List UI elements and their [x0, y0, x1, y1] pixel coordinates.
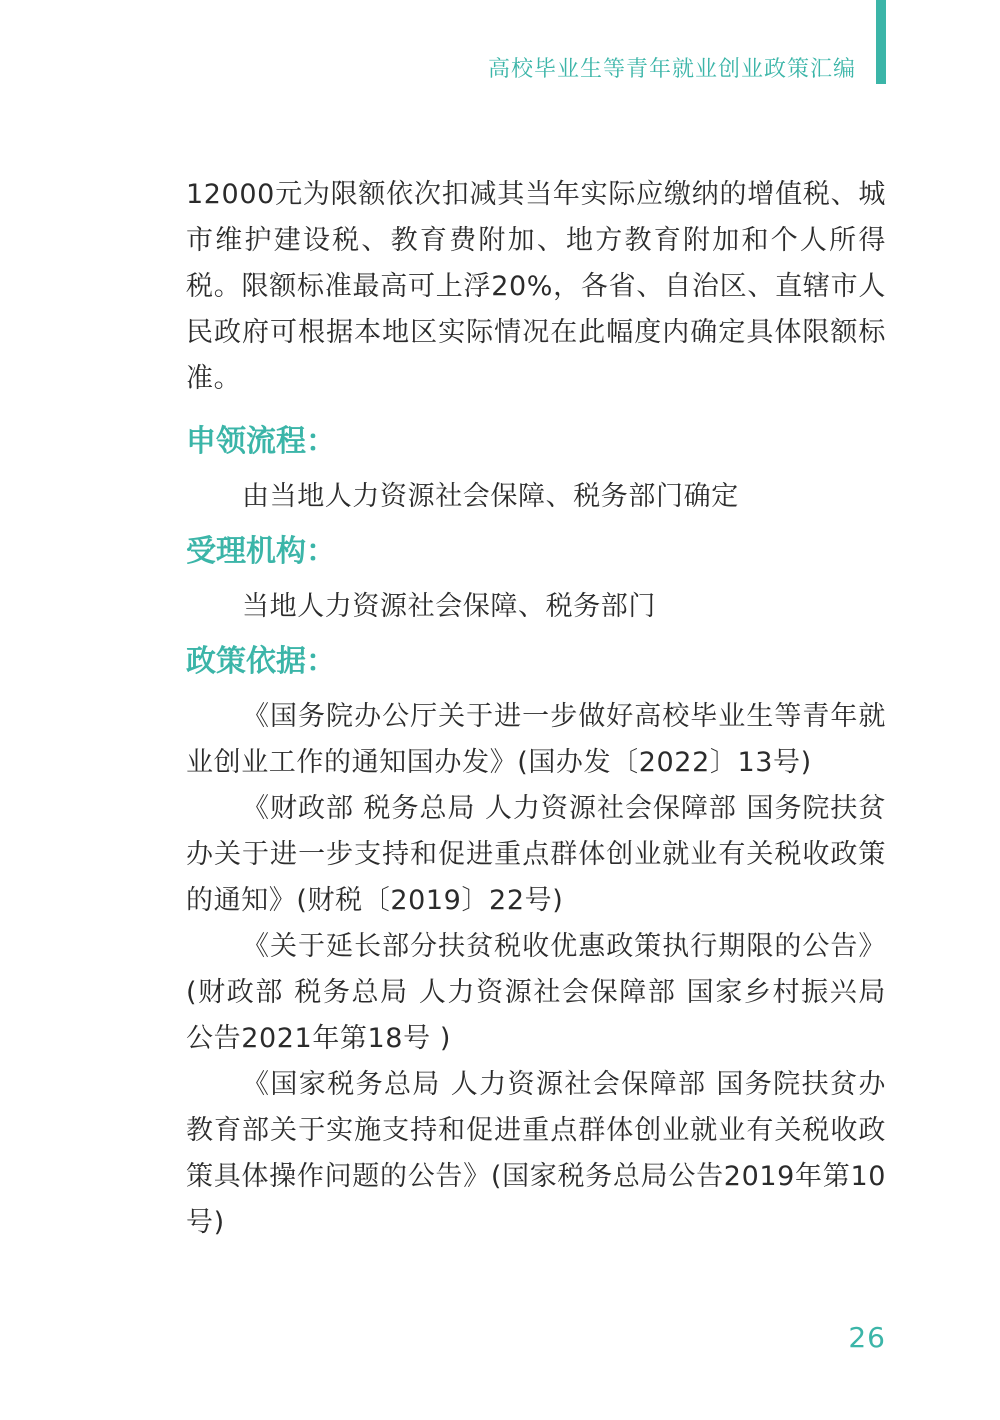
section-heading-policy-basis: 政策依据：: [186, 644, 336, 679]
policy-basis-item: 《关于延长部分扶贫税收优惠政策执行期限的公告》(财政部 税务总局 人力资源社会保障部 国家乡村振兴局公告2021年第18号 ): [186, 931, 886, 1054]
page-content: [186, 172, 886, 1246]
header-accent-bar: [876, 0, 886, 84]
section-heading-handling-agency: 受理机构：: [186, 534, 336, 569]
application-process-text: 由当地人力资源社会保障、税务部门确定: [242, 481, 739, 512]
section-heading-application-process: 申领流程：: [186, 424, 336, 459]
page-number: 26: [848, 1321, 886, 1354]
handling-agency-text: 当地人力资源社会保障、税务部门: [242, 591, 656, 622]
running-header: 高校毕业生等青年就业创业政策汇编: [487, 57, 856, 82]
policy-basis-item: 《财政部 税务总局 人力资源社会保障部 国务院扶贫办关于进一步支持和促进重点群体创业就业有关税收政策的通知》(财税〔2019〕22号): [186, 793, 886, 916]
policy-basis-item: 《国务院办公厅关于进一步做好高校毕业生等青年就业创业工作的通知国办发》(国办发〔2022〕13号): [186, 701, 886, 778]
policy-basis-item: 《国家税务总局 人力资源社会保障部 国务院扶贫办教育部关于实施支持和促进重点群体创业就业有关税收政策具体操作问题的公告》(国家税务总局公告2019年第10号): [186, 1069, 886, 1238]
intro-paragraph: 12000元为限额依次扣减其当年实际应缴纳的增值税、城市维护建设税、教育费附加、地方教育附加和个人所得税。限额标准最高可上浮20%，各省、自治区、直辖市人民政府可根据本地区实际情况在此幅度内确定具体限额标准。: [186, 179, 886, 394]
